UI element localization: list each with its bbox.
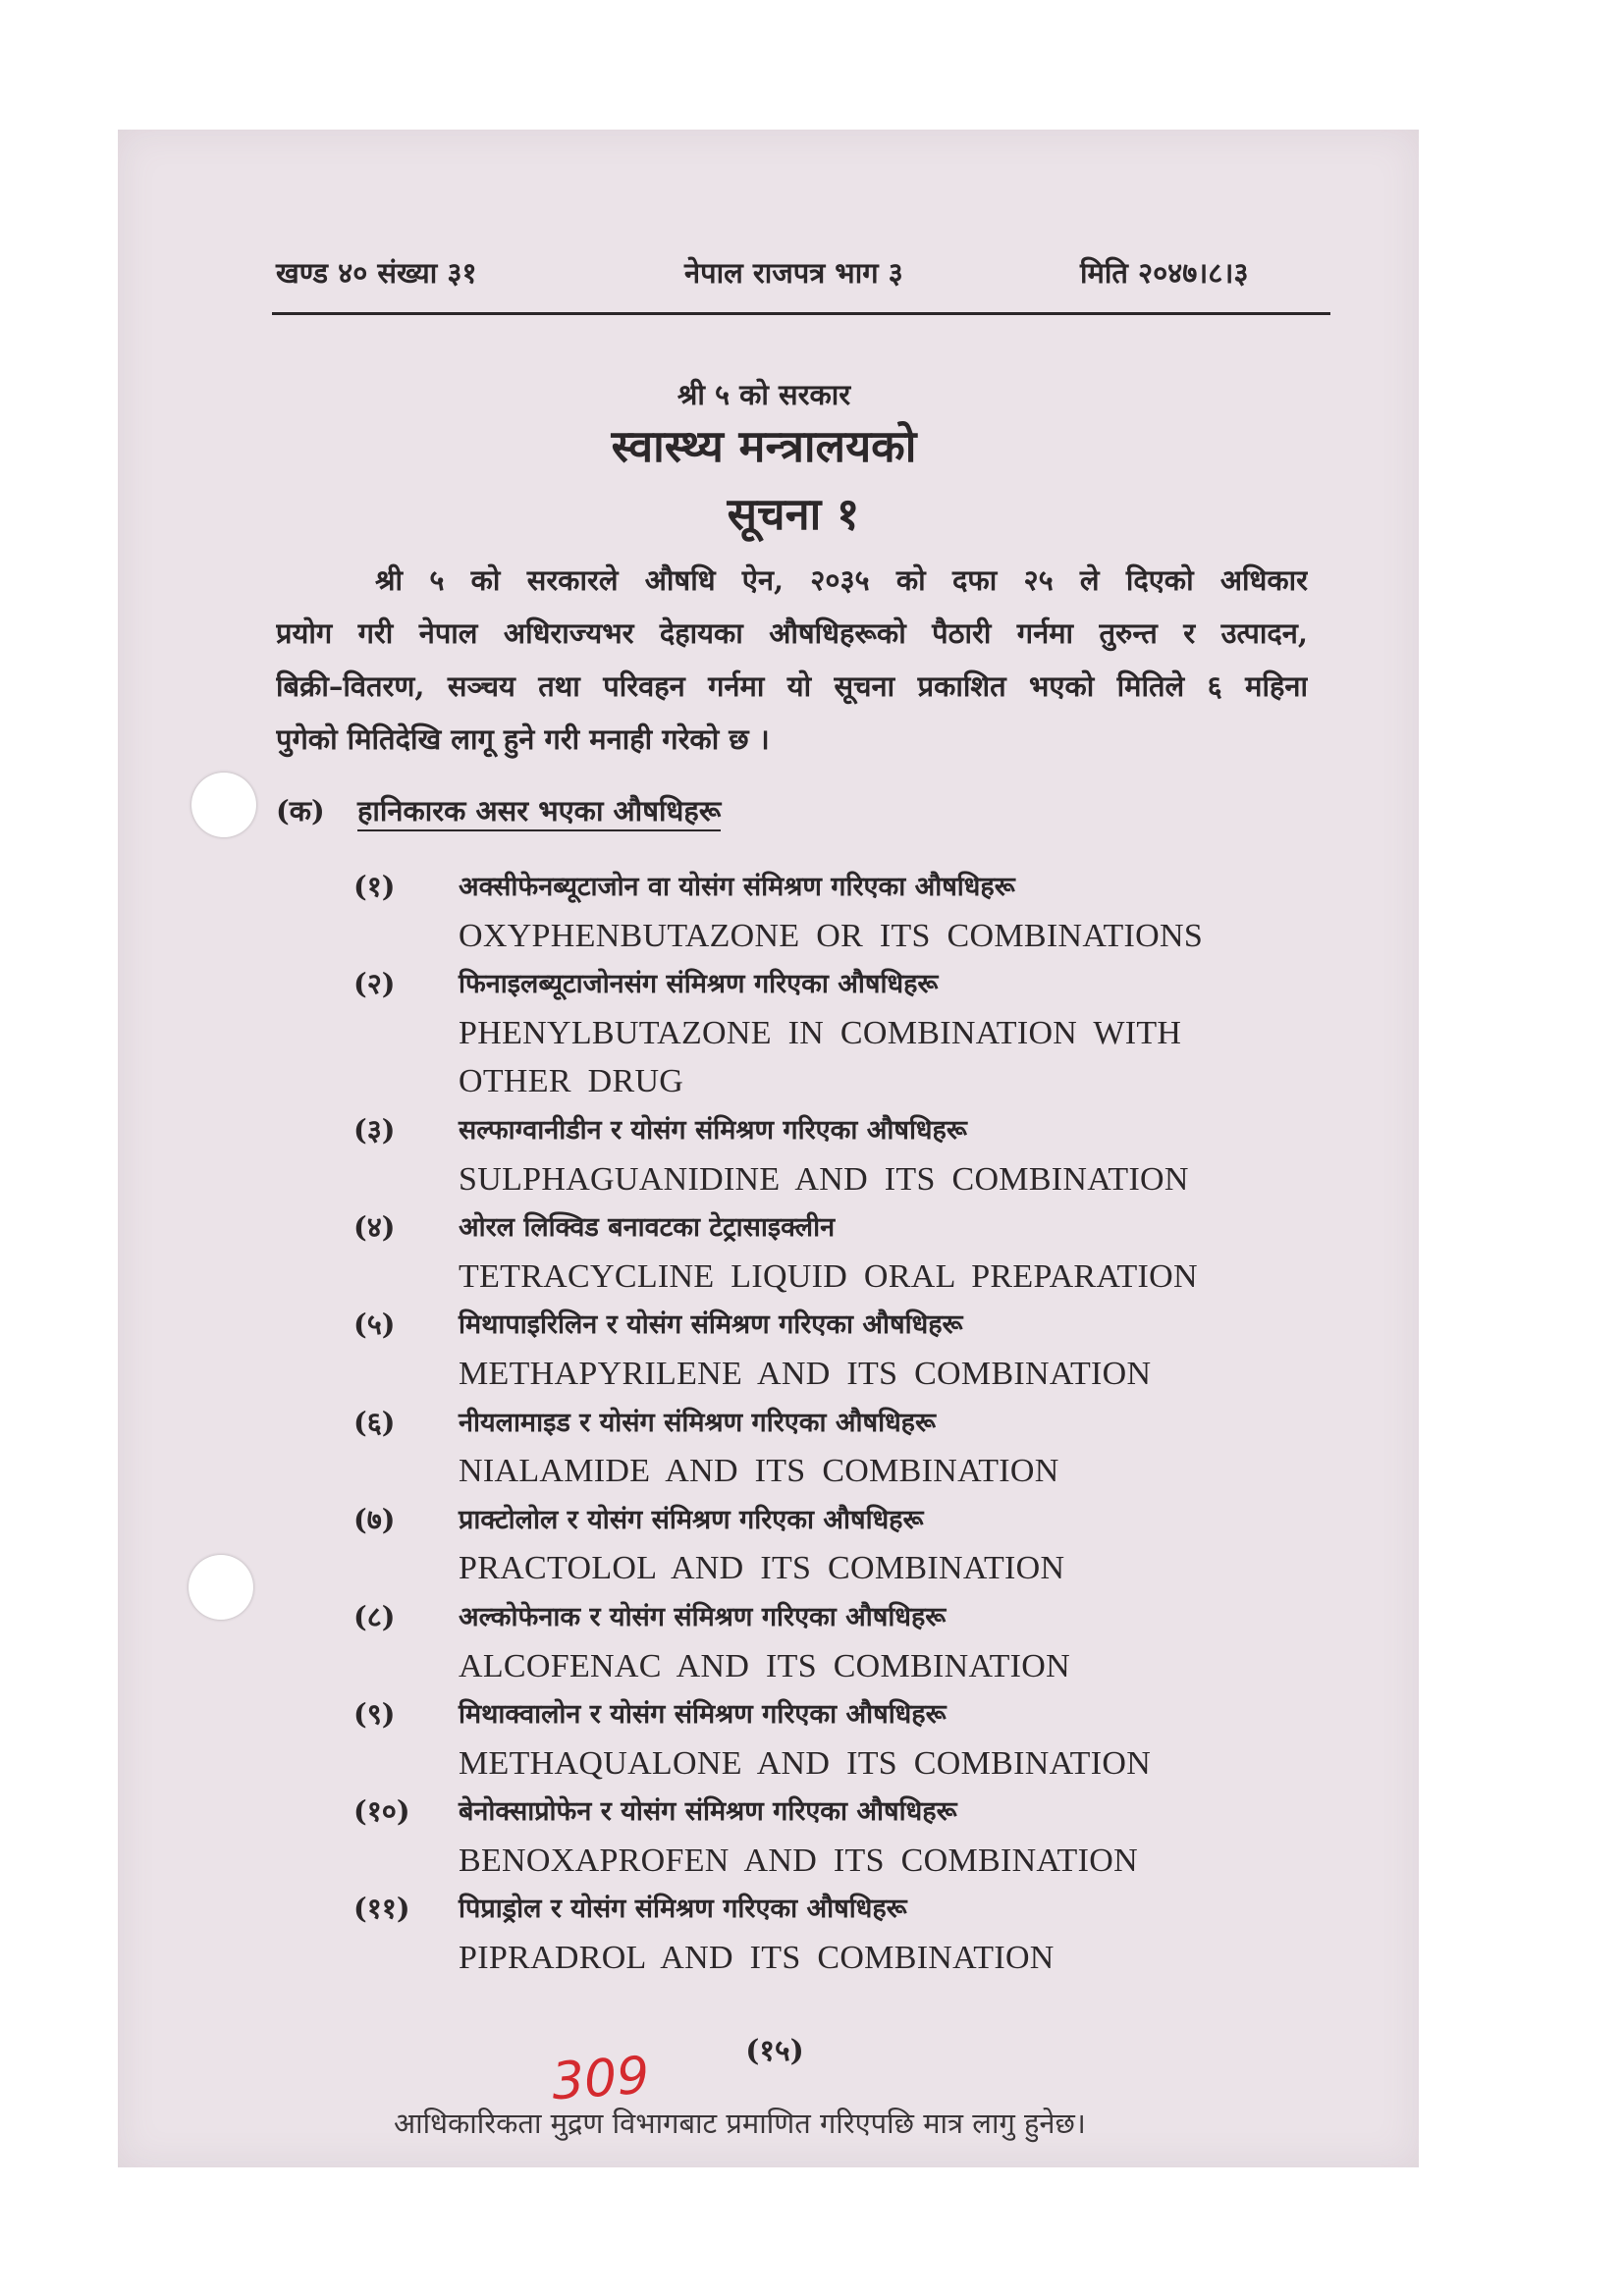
item-nepali-line (353, 1496, 1355, 1545)
item-nepali-name: सल्फाग्वानीडीन र योसंग संमिश्रण गरिएका औषधिहरू (459, 1114, 967, 1146)
list-item (353, 1301, 1355, 1398)
section-label: (क) (276, 794, 325, 828)
item-english-name: METHAPYRILENE AND ITS COMBINATION (459, 1355, 1152, 1392)
item-number: (७) (353, 1502, 396, 1536)
punch-hole (191, 773, 256, 837)
paragraph-line: श्री ५ को सरकारले औषधि ऐन, २०३५ को दफा २५ ले दिएको अधिकार (375, 563, 1308, 597)
item-nepali-line (353, 1399, 1355, 1448)
item-nepali-line (353, 1593, 1355, 1642)
item-nepali-name: पिप्राड्रोल र योसंग संमिश्रण गरिएका औषधिहरू (459, 1894, 907, 1925)
item-nepali-name: मिथापाइरिलिन र योसंग संमिश्रण गरिएका औषधिहरू (459, 1309, 963, 1341)
item-number: (९) (353, 1697, 396, 1732)
item-number: (२) (353, 967, 396, 1001)
paragraph-line: प्रयोग गरी नेपाल अधिराज्यभर देहायका औषधिहरूको पैठारी गर्नमा तुरुन्त र उत्पादन, (276, 616, 1308, 650)
item-nepali-name: ओरल लिक्विड बनावटका टेट्रासाइक्लीन (459, 1212, 836, 1244)
ministry-heading: स्वास्थ्य मन्त्रालयको (611, 420, 917, 472)
item-nepali-line (353, 1203, 1355, 1253)
gazette-volume: खण्ड ४० संख्या ३१ (276, 256, 477, 290)
handwritten-number: 309 (550, 2046, 652, 2112)
item-nepali-name: बेनोक्साप्रोफेन र योसंग संमिश्रण गरिएका औषधिहरू (459, 1796, 957, 1828)
item-number: (११) (353, 1892, 410, 1926)
item-nepali-name: मिथाक्वालोन र योसंग संमिश्रण गरिएका औषधिहरू (459, 1699, 947, 1731)
government-heading: श्री ५ को सरकार (677, 378, 851, 411)
list-item (353, 1593, 1355, 1690)
item-number: (८) (353, 1599, 396, 1633)
item-english-name: OXYPHENBUTAZONE OR ITS COMBINATIONS (459, 917, 1204, 954)
list-item (353, 1203, 1355, 1301)
item-number: (३) (353, 1112, 396, 1147)
gazette-date: मिति २०४७।८।३ (1080, 256, 1249, 290)
list-item (353, 1690, 1355, 1788)
item-nepali-line (353, 1788, 1355, 1837)
list-item (353, 863, 1355, 960)
list-item (353, 960, 1355, 1106)
item-nepali-line (353, 1885, 1355, 1934)
drug-list (353, 863, 1355, 1983)
notice-title: सूचना १ (727, 488, 860, 540)
item-number: (१०) (353, 1794, 410, 1829)
item-nepali-line (353, 1106, 1355, 1155)
item-number: (६) (353, 1405, 396, 1439)
item-nepali-line (353, 1690, 1355, 1739)
item-number: (४) (353, 1210, 396, 1245)
paragraph-line: बिक्री–वितरण, सञ्चय तथा परिवहन गर्नमा यो सूचना प्रकाशित भएको मितिले ६ महिना (276, 669, 1308, 703)
list-item (353, 1496, 1355, 1593)
section-title: हानिकारक असर भएका औषधिहरू (357, 794, 721, 831)
list-item (353, 1788, 1355, 1885)
item-english-name: NIALAMIDE AND ITS COMBINATION (459, 1453, 1059, 1490)
item-nepali-line (353, 960, 1355, 1009)
item-number: (५) (353, 1308, 396, 1342)
page-number: (१५) (745, 2034, 804, 2068)
list-item (353, 1399, 1355, 1496)
item-nepali-line (353, 1301, 1355, 1350)
item-nepali-line (353, 863, 1355, 912)
item-number: (१) (353, 870, 396, 903)
item-english-name: ALCOFENAC AND ITS COMBINATION (459, 1647, 1071, 1684)
authentication-footer: आधिकारिकता मुद्रण विभागबाट प्रमाणित गरिएपछि मात्र लागु हुनेछ। (394, 2107, 1086, 2140)
item-nepali-name: प्राक्टोलोल र योसंग संमिश्रण गरिएका औषधिहरू (459, 1504, 924, 1535)
item-nepali-name: अक्सीफेनब्यूटाजोन वा योसंग संमिश्रण गरिएका औषधिहरू (459, 872, 1015, 902)
item-english-name: BENOXAPROFEN AND ITS COMBINATION (459, 1842, 1138, 1879)
item-english-name: TETRACYCLINE LIQUID ORAL PREPARATION (459, 1257, 1198, 1295)
item-english-name: PHENYLBUTAZONE IN COMBINATION WITH (459, 1014, 1182, 1051)
item-english-name: METHAQUALONE AND ITS COMBINATION (459, 1744, 1152, 1782)
item-nepali-name: फिनाइलब्यूटाजोनसंग संमिश्रण गरिएका औषधिहरू (459, 969, 939, 1000)
item-english-name: SULPHAGUANIDINE AND ITS COMBINATION (459, 1160, 1189, 1198)
gazette-title: नेपाल राजपत्र भाग ३ (684, 256, 903, 290)
item-nepali-name: अल्कोफेनाक र योसंग संमिश्रण गरिएका औषधिहरू (459, 1601, 947, 1632)
item-english-name: OTHER DRUG (459, 1063, 684, 1100)
punch-hole (189, 1555, 253, 1620)
notice-paragraph (276, 554, 1308, 766)
item-nepali-name: नीयलामाइड र योसंग संमिश्रण गरिएका औषधिहरू (459, 1407, 936, 1438)
list-item (353, 1106, 1355, 1203)
section-heading (276, 789, 721, 832)
item-english-name: PRACTOLOL AND ITS COMBINATION (459, 1550, 1065, 1587)
paragraph-line: पुगेको मितिदेखि लागू हुने गरी मनाही गरेको छ । (276, 722, 770, 756)
list-item (353, 1885, 1355, 1982)
header-rule (272, 312, 1330, 315)
item-english-name: PIPRADROL AND ITS COMBINATION (459, 1940, 1055, 1977)
